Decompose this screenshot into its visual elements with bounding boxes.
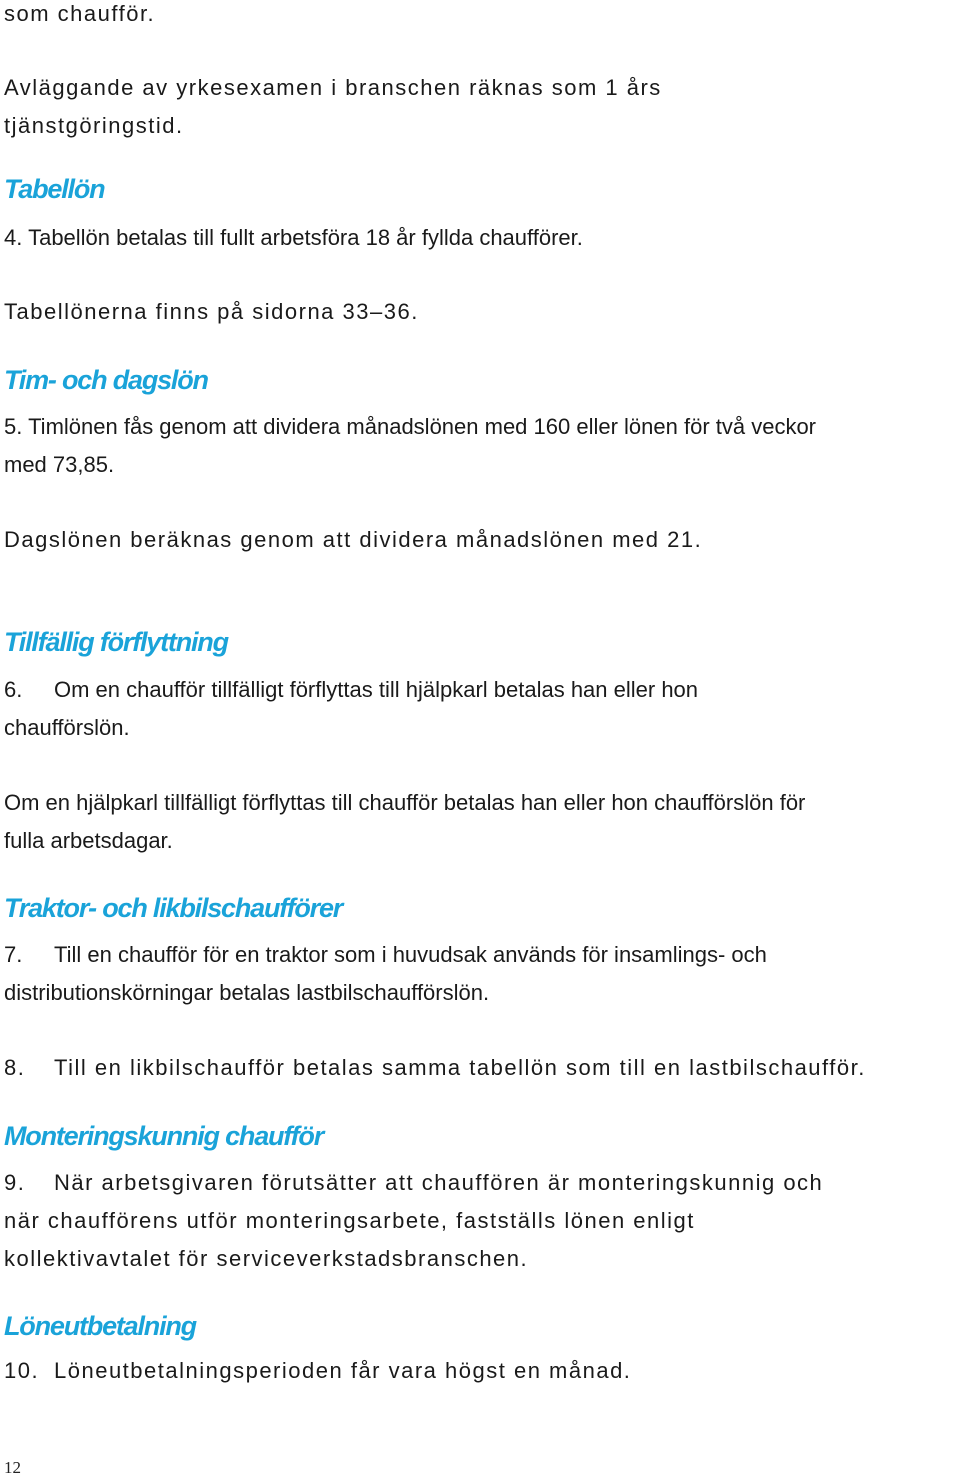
paragraph-5 (4, 408, 816, 484)
para-number: 9. (4, 1170, 26, 1195)
heading-traktor-och-likbilschaufforer: Traktor- och likbilschaufförer (4, 893, 343, 923)
line: Om en hjälpkarl tillfälligt förflyttas till chaufför betalas han eller hon chaufförslön för (4, 790, 806, 815)
line (4, 1164, 823, 1202)
para-text: Om en chaufför tillfälligt förflyttas till hjälpkarl betalas han eller hon (54, 677, 699, 702)
para-text: När arbetsgivaren förutsätter att chauffören är monteringskunnig och (54, 1170, 824, 1195)
paragraph-10 (4, 1352, 631, 1390)
line: 5. Timlönen fås genom att dividera månadslönen med 160 eller lönen för två veckor (4, 414, 817, 439)
para-number: 6. (4, 677, 23, 702)
para-text: Till en likbilschaufför betalas samma tabellön som till en lastbilschaufför. (54, 1055, 866, 1080)
paragraph-dagslon (4, 521, 702, 559)
paragraph-9 (4, 1164, 823, 1278)
text: Dagslönen beräknas genom att dividera månadslönen med 21. (4, 527, 703, 552)
text: Tabellönerna finns på sidorna 33–36. (4, 299, 419, 324)
para-number: 4. (4, 225, 23, 250)
para-text: Löneutbetalningsperioden får vara högst en månad. (54, 1358, 632, 1383)
paragraph-yrkesexamen (4, 69, 662, 145)
line: när chaufförens utför monteringsarbete, fastställs lönen enligt (4, 1208, 695, 1233)
heading-tabellon: Tabellön (4, 174, 105, 204)
paragraph-top-tail (4, 0, 155, 33)
para-text: Tabellön betalas till fullt arbetsföra 18 år fyllda chaufförer. (28, 225, 583, 250)
para-number: 7. (4, 942, 23, 967)
para-text: Till en chaufför för en traktor som i huvudsak används för insamlings- och (54, 942, 767, 967)
line: Avläggande av yrkesexamen i branschen räknas som 1 års (4, 75, 662, 100)
text: som chaufför. (4, 1, 156, 26)
heading-monteringskunnig-chauffor: Monteringskunnig chaufför (4, 1121, 323, 1151)
para-number: 10. (4, 1358, 40, 1383)
line (4, 936, 767, 974)
heading-tillfallig-forflyttning: Tillfällig förflyttning (4, 627, 228, 657)
heading-tim-och-dagslon: Tim- och dagslön (4, 365, 208, 395)
page-number: 12 (4, 1458, 21, 1477)
heading-loneutbetalning: Löneutbetalning (4, 1311, 196, 1341)
paragraph-8 (4, 1049, 866, 1087)
line: med 73,85. (4, 452, 115, 477)
line: fulla arbetsdagar. (4, 828, 173, 853)
paragraph-7 (4, 936, 767, 1012)
paragraph-tabellonerna (4, 293, 419, 331)
line (4, 671, 698, 709)
line: chaufförslön. (4, 715, 130, 740)
paragraph-4 (4, 219, 583, 257)
line: tjänstgöringstid. (4, 113, 184, 138)
paragraph-6b (4, 784, 805, 860)
line: kollektivavtalet för serviceverkstadsbranschen. (4, 1246, 529, 1271)
line: distributionskörningar betalas lastbilschaufförslön. (4, 980, 490, 1005)
para-number: 8. (4, 1055, 26, 1080)
paragraph-6 (4, 671, 698, 747)
